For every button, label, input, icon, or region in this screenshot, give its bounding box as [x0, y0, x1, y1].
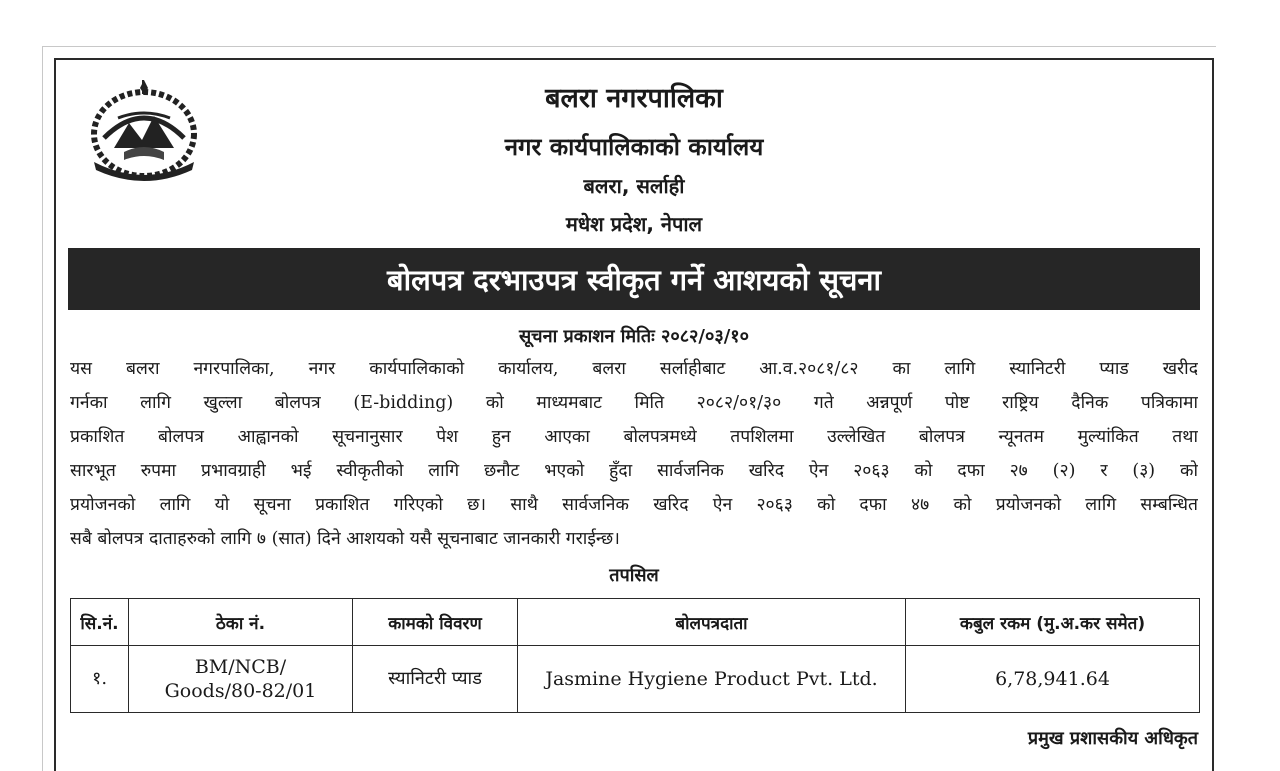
- notice-title-banner: [68, 248, 1200, 310]
- header-contract-no: ठेका नं.: [129, 599, 353, 646]
- body-line-6: सबै बोलपत्र दाताहरुको लागि ७ (सात) दिने आशयको यसै सूचनाबाट जानकारी गराईन्छ।: [70, 529, 620, 549]
- municipality-name: बलरा नगरपालिका: [545, 83, 723, 114]
- office-location: बलरा, सर्लाही: [583, 174, 685, 198]
- public-notice: [54, 58, 1214, 771]
- award-table: [70, 598, 1200, 713]
- page-top-rule: [42, 46, 1216, 47]
- table-header-row: [71, 599, 1200, 646]
- body-line-5: प्रयोजनको लागि यो सूचना प्रकाशित गरिएको छ। साथै सार्वजनिक खरिद ऐन २०६३ को दफा ४७ को प्रयोजनको लागि सम्बन्धित: [70, 495, 1198, 515]
- table-caption: तपसिल: [609, 565, 659, 586]
- contract-no-line-2: Goods/80-82/01: [164, 680, 317, 702]
- body-line-3: प्रकाशित बोलपत्र आह्वानको सूचनानुसार पेश हुन आएका बोलपत्रमध्ये तपशिलमा उल्लेखित बोलपत्र न्यूनतम मुल्यांकित तथा: [70, 427, 1198, 447]
- cell-amount: 6,78,941.64: [906, 646, 1200, 713]
- notice-title: बोलपत्र दरभाउपत्र स्वीकृत गर्ने आशयको सूचना: [387, 262, 881, 297]
- cell-serial: १.: [71, 646, 129, 713]
- office-name: नगर कार्यपालिकाको कार्यालय: [504, 133, 764, 161]
- table-row: [71, 646, 1200, 713]
- cell-contract-no: [129, 646, 353, 713]
- header-work: कामको विवरण: [353, 599, 518, 646]
- header-bidder: बोलपत्रदाता: [518, 599, 906, 646]
- header-serial: सि.नं.: [71, 599, 129, 646]
- publication-date: सूचना प्रकाशन मितिः २०८२/०३/१०: [518, 326, 750, 347]
- contract-no-line-1: BM/NCB/: [194, 656, 287, 678]
- body-line-1: यस बलरा नगरपालिका, नगर कार्यपालिकाको कार्यालय, बलरा सर्लाहीबाट आ.व.२०८१/८२ का लागि स्यानिटरी प्याड खरीद: [70, 359, 1198, 379]
- cell-work: स्यानिटरी प्याड: [353, 646, 518, 713]
- body-line-4: सारभूत रुपमा प्रभावग्राही भई स्वीकृतीको लागि छनौट भएको हुँदा सार्वजनिक खरिद ऐन २०६३ को दफा २७ (२) र (३) को: [70, 461, 1198, 481]
- signatory-title: प्रमुख प्रशासकीय अधिकृत: [1027, 728, 1198, 749]
- header-amount: कबुल रकम (मु.अ.कर समेत): [906, 599, 1200, 646]
- province-country: मधेश प्रदेश, नेपाल: [565, 212, 703, 236]
- page-left-rule: [42, 46, 43, 771]
- cell-bidder: Jasmine Hygiene Product Pvt. Ltd.: [518, 646, 906, 713]
- body-line-2: गर्नका लागि खुल्ला बोलपत्र (E-bidding) को माध्यमबाट मिति २०८२/०१/३० गते अन्नपूर्ण पोष्ट राष्ट्रिय दैनिक पत्रिकामा: [70, 393, 1198, 413]
